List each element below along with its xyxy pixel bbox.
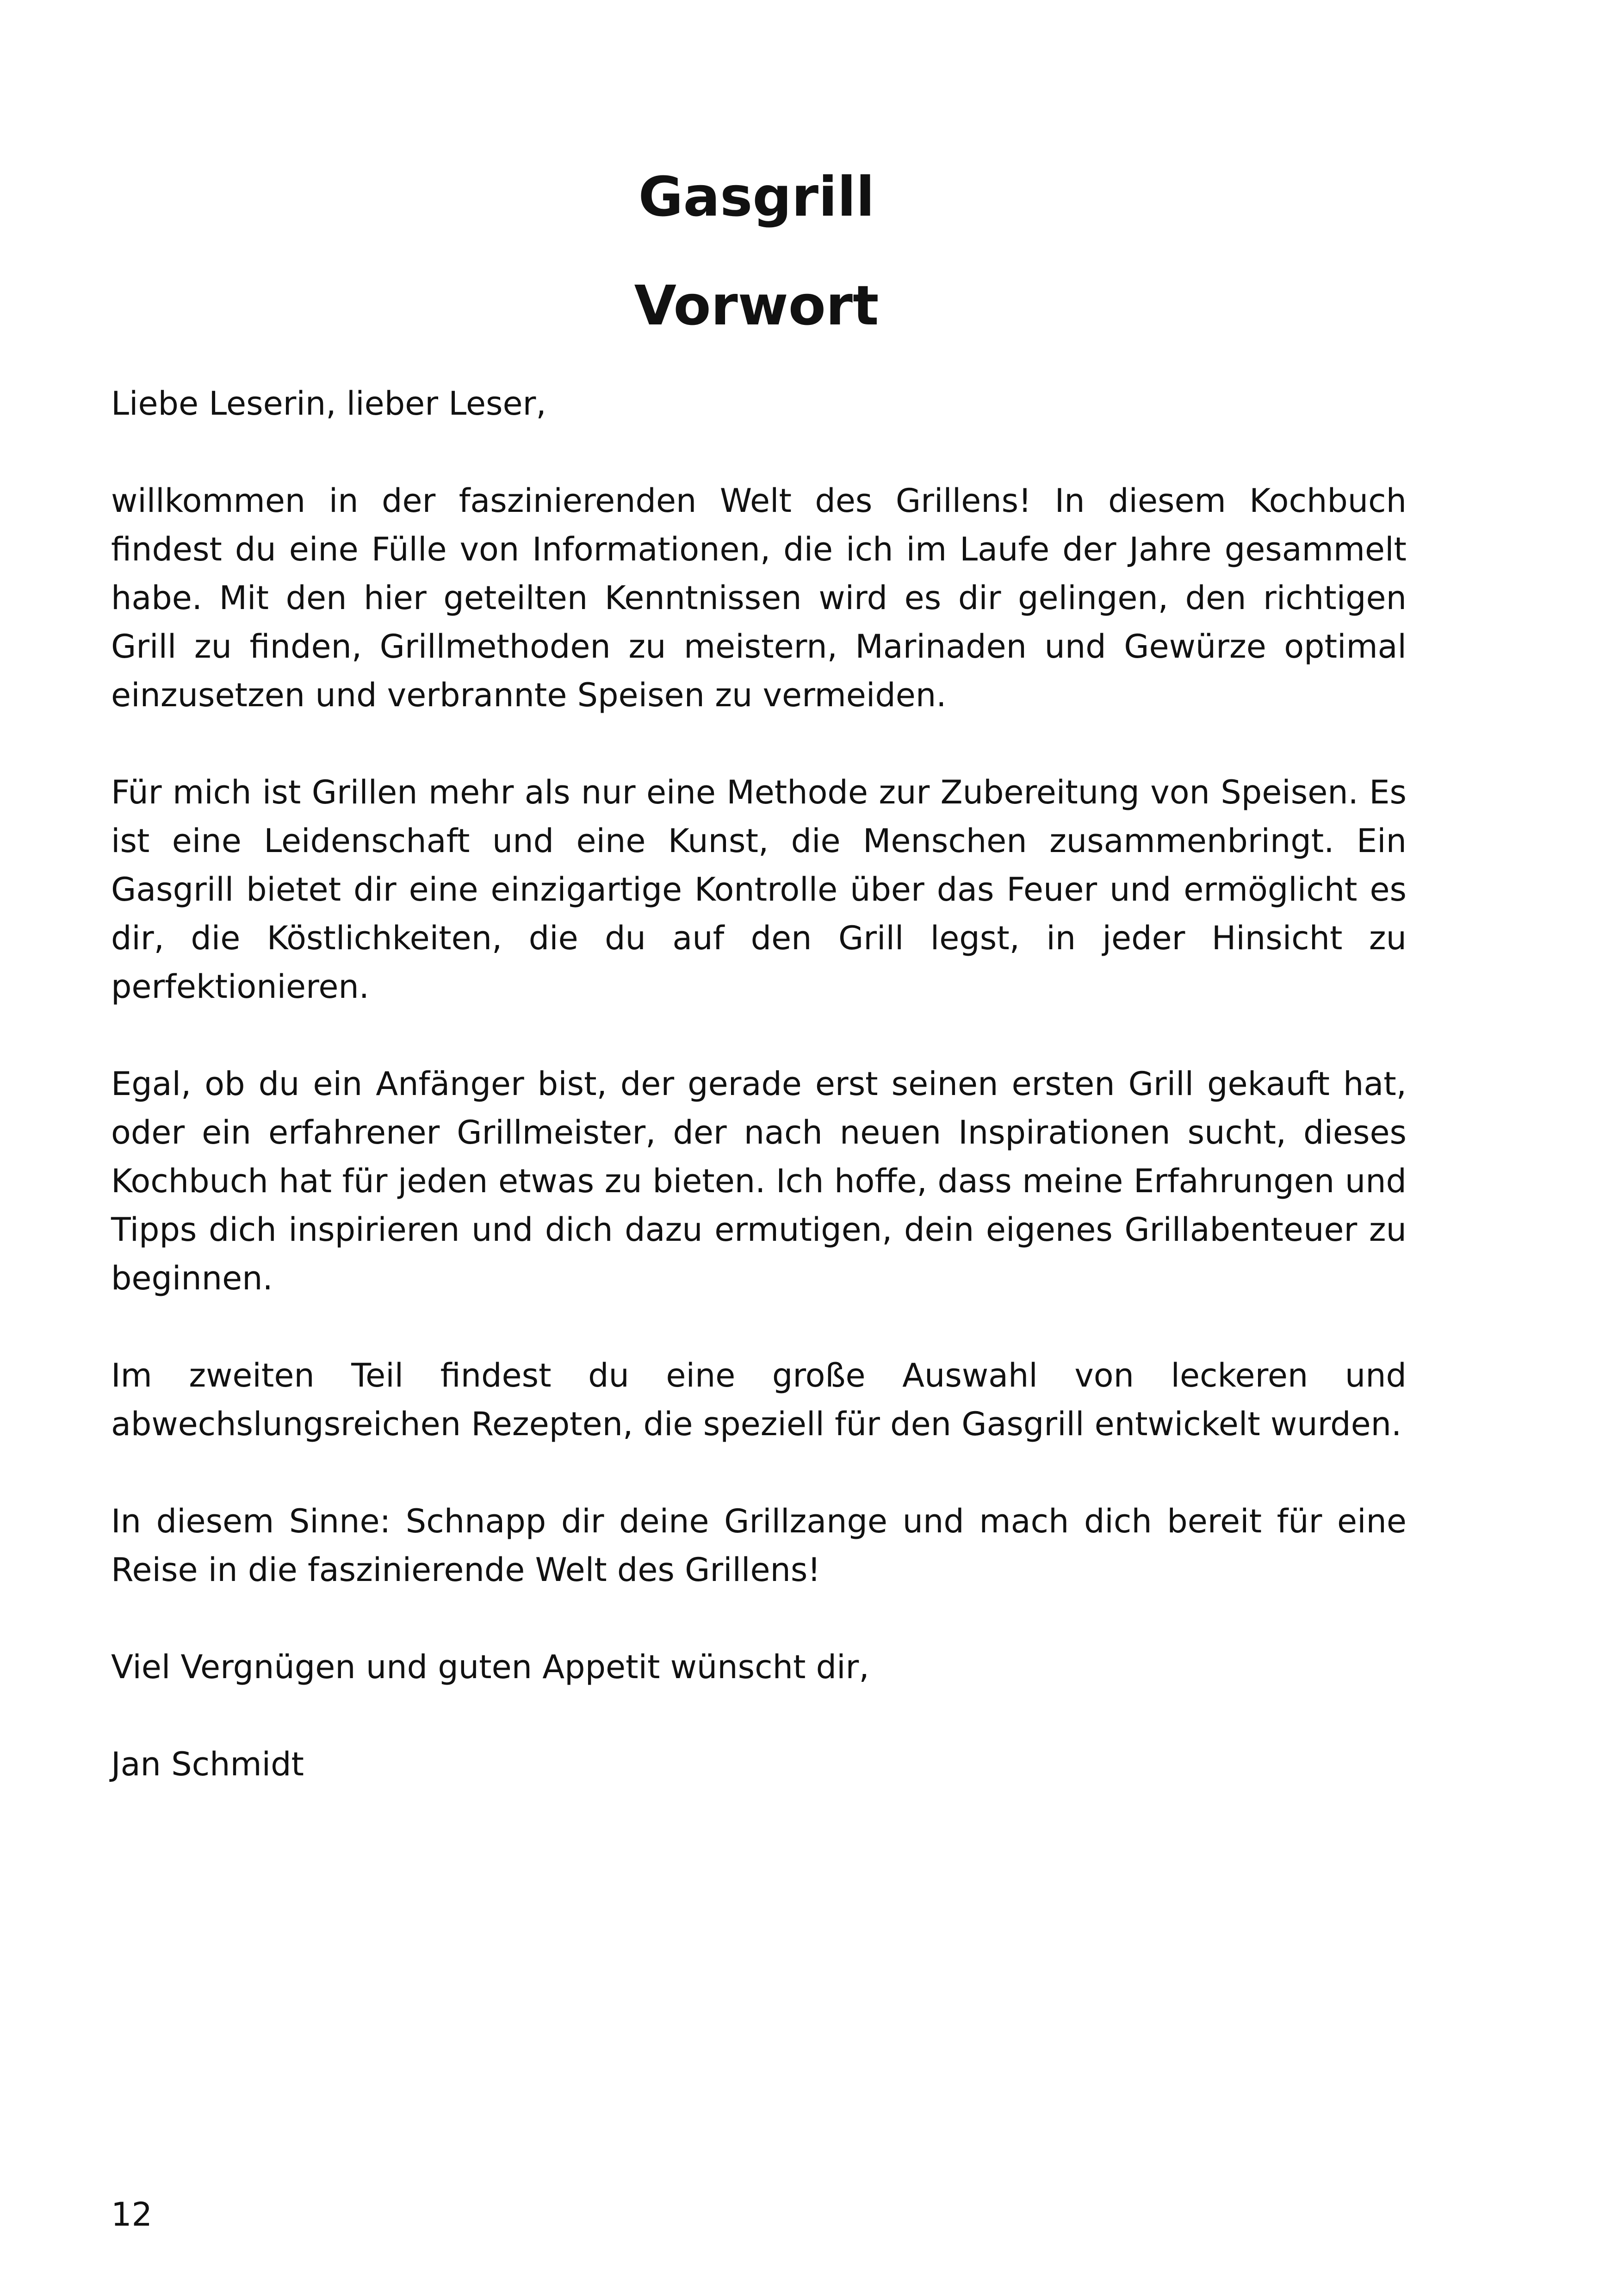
body-text <box>111 380 1407 1837</box>
signature: Jan Schmidt <box>111 1745 304 1783</box>
paragraph-2: Für mich ist Grillen mehr als nur eine Methode zur Zubereitung von Speisen. Es ist eine Leidenschaft und eine Kunst, die Menschen zusammenbringt. Ein Gasgrill bietet dir eine einzigartige Kontrolle über das Feuer und ermöglicht es dir, die Köstlichkeiten, die du auf den Grill legst, in jeder Hinsicht zu perfektionieren. <box>111 773 1407 1006</box>
closing-line: Viel Vergnügen und guten Appetit wünscht dir, <box>111 1648 869 1686</box>
page-number: 12 <box>111 2196 153 2234</box>
paragraph-5: In diesem Sinne: Schnapp dir deine Grillzange und mach dich bereit für eine Reise in die faszinierende Welt des Grillens! <box>111 1502 1407 1589</box>
paragraph-3: Egal, ob du ein Anfänger bist, der gerade erst seinen ersten Grill gekauft hat, oder ein erfahrener Grillmeister, der nach neuen Inspirationen sucht, dieses Kochbuch hat für jeden etwas zu bieten. Ich hoffe, dass meine Erfahrungen und Tipps dich inspirieren und dich dazu ermutigen, dein eigenes Grillabenteuer zu beginnen. <box>111 1065 1407 1297</box>
salutation: Liebe Leserin, lieber Leser, <box>111 385 546 423</box>
chapter-title: Vorwort <box>634 274 879 337</box>
paragraph-1: willkommen in der faszinierenden Welt des Grillens! In diesem Kochbuch findest du eine Fülle von Informationen, die ich im Laufe der Jahre gesammelt habe. Mit den hier geteilten Kenntnissen wird es dir gelingen, den richtigen Grill zu finden, Grillmethoden zu meistern, Marinaden und Gewürze optimal einzusetzen und verbrannte Speisen zu vermeiden. <box>111 482 1407 714</box>
book-title: Gasgrill <box>638 165 875 229</box>
paragraph-4: Im zweiten Teil findest du eine große Auswahl von leckeren und abwechslungsreichen Rezepten, die speziell für den Gasgrill entwickelt wurden. <box>111 1356 1407 1443</box>
